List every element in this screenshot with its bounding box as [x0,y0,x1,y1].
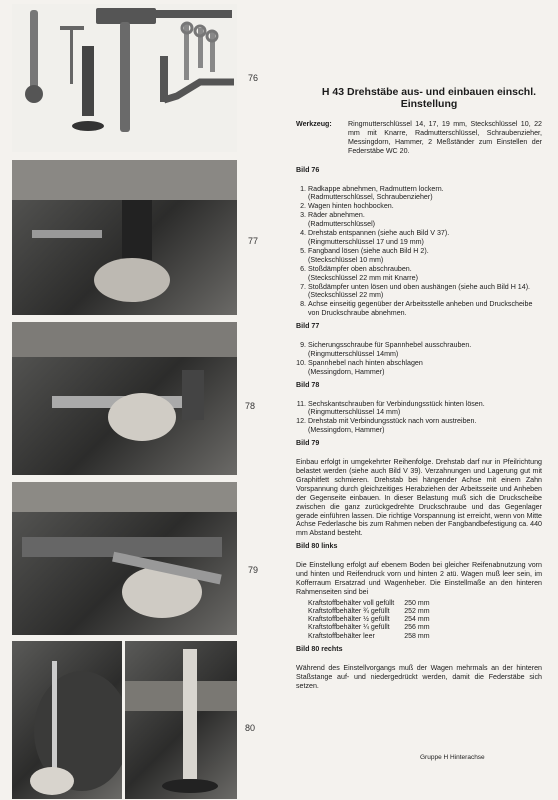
table-row: Kraftstoffbehälter ½ gefüllt 254 mm [308,616,430,624]
steps-b [296,341,542,377]
photo-torsion-bar [12,482,237,635]
table-row: Kraftstoffbehälter ¾ gefüllt 252 mm [308,607,430,615]
figure-number-78: 78 [245,401,256,411]
step: 8. Achse einseitig gegenüber der Arbeitsstelle anheben und Druckscheibe von Druckschraube abnehmen. [308,300,542,318]
bild-78-label: Bild 78 [296,380,320,389]
paragraph-einstellung: Die Einstellung erfolgt auf ebenem Boden bei gleicher Reifenabnutzung vorn und hinten und Reifendruck vorn und hinten 2 atü. Wagen muß leer sein, im Kofferraum Ersatzrad und Wagenheber. Die Einstellmaße an den hinteren Rahmenseiten sind bei [296,561,542,596]
step: 7. Stoßdämpfer unten lösen und oben aushängen (siehe auch Bild H 14). (Steckschlüssel 22 mm) [308,283,542,301]
step: 10. Spannhebel nach hinten abschlagen (Messingdorn, Hammer) [308,359,542,377]
step: 3. Räder abnehmen. (Radmutterschlüssel) [308,211,542,229]
step: 12. Drehstab mit Verbindungsstück nach vorn austreiben. (Messingdorn, Hammer) [308,417,542,435]
photo-lever [12,322,237,475]
bild-77-label: Bild 77 [296,322,320,331]
steps-a [296,185,542,319]
paragraph-einbau: Einbau erfolgt in umgekehrter Reihenfolge. Drehstab darf nur in Pfeilrichtung belastet werden (siehe auch Bild V 39). Verzahnungen und Lagerung gut mit Graphitfett schmieren. Drehstab bei hängender Achse mit einem Zahn Vorspannung durch gleichzeitiges Herabziehen der Arbeitsseite und Anheben der Gegenseite einbauen. In dieser Belastung muß sich die Druckscheibe zwischen die ganz zurückgedrehte Druckschraube und das Gegenlager gerade einführen lassen. Die richtige Vorspannung ist erreicht, wenn von Mitte Achse Federlasche bis zum Rahmen neben der Fangbandbefestigung ca. 440 mm Abstand besteht. [296,458,542,538]
photo-measure-left [12,641,122,799]
table-row: Kraftstoffbehälter voll gefüllt 250 mm [308,599,430,607]
measurement-table [308,600,440,641]
photo-measure-right [125,641,237,799]
page-footer: Gruppe H Hinterachse [420,754,485,761]
step: 4. Drehstab entspannen (siehe auch Bild V 37). (Ringmutterschlüssel 17 und 19 mm) [308,229,542,247]
bild-76-label: Bild 76 [296,165,320,174]
step: 5. Fangband lösen (siehe auch Bild H 2). (Steckschlüssel 10 mm) [308,247,542,265]
bild-80-rechts-label: Bild 80 rechts [296,644,343,653]
figure-number-79: 79 [248,565,259,575]
section-title: H 43 Drehstäbe aus- und einbauen einschl. Einstellung [321,86,537,110]
bild-80-links-label: Bild 80 links [296,542,338,551]
step: 11. Sechskantschrauben für Verbindungsstück hinten lösen. (Ringmutterschlüssel 14 mm) [308,400,542,418]
photo-tools [12,4,237,152]
figure-number-80: 80 [245,723,256,733]
bild-79-label: Bild 79 [296,439,320,448]
paragraph-final: Während des Einstellvorgangs muß der Wagen mehrmals an der hinteren Staßstange auf- und niedergedrückt werden, damit die Federstäbe sich setzen. [296,663,542,690]
instructions-column [296,86,542,693]
tools-illustration [12,4,237,152]
tool-text: Ringmutterschlüssel 14, 17, 19 mm, Steckschlüssel 10, 22 mm mit Knarre, Radmutterschlüssel, Schraubenzieher, Messingdorn, Hammer, 2 Meßständer zum Einstellen der Federstäbe WC 20. [348,120,542,155]
table-row: Kraftstoffbehälter ¼ gefüllt 256 mm [308,624,430,632]
step: 6. Stoßdämpfer oben abschrauben. (Steckschlüssel 22 mm mit Knarre) [308,265,542,283]
photo-shock-absorber [12,160,237,315]
step: 1. Radkappe abnehmen, Radmuttern lockern. (Radmutterschlüssel, Schraubenzieher) [308,185,542,203]
figure-number-76: 76 [248,73,259,83]
steps-c [296,400,542,436]
tool-label: Werkzeug: [296,120,332,128]
tool-list [296,120,542,156]
step: 2. Wagen hinten hochbocken. [308,202,542,211]
step: 9. Sicherungsschraube für Spannhebel ausschrauben. (Ringmutterschlüssel 14mm) [308,341,542,359]
figure-number-77: 77 [248,236,259,246]
table-row: Kraftstoffbehälter leer 258 mm [308,632,430,640]
